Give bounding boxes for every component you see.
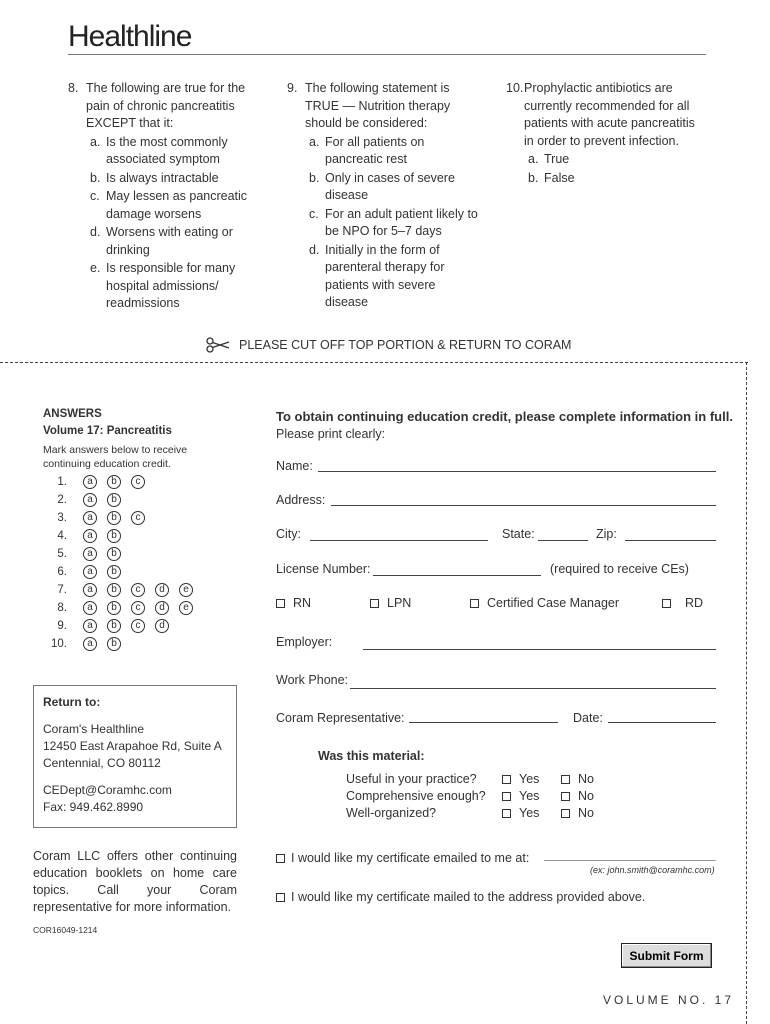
employer-label: Employer: [276, 635, 333, 649]
answer-bubble[interactable]: b [107, 601, 121, 615]
answer-row [43, 546, 131, 562]
survey-no-option[interactable] [561, 789, 594, 803]
cut-instruction: PLEASE CUT OFF TOP PORTION & RETURN TO CORAM [239, 338, 572, 352]
checkbox-icon[interactable] [470, 599, 479, 608]
answer-bubble[interactable]: a [83, 601, 97, 615]
answer-bubble[interactable]: a [83, 511, 97, 525]
question-option [90, 134, 248, 169]
work-phone-label: Work Phone: [276, 673, 349, 687]
answer-bubble[interactable]: e [179, 583, 193, 597]
checkbox-icon[interactable] [502, 809, 511, 818]
survey-question: Comprehensive enough? [346, 789, 486, 803]
survey-yes-label: Yes [519, 772, 540, 786]
answer-row [43, 636, 131, 652]
question-8 [68, 80, 248, 313]
survey-question: Useful in your practice? [346, 772, 477, 786]
city-label: City: [276, 527, 301, 541]
cut-line-vertical [746, 362, 747, 1024]
return-email: CEDept@Coramhc.com [43, 783, 172, 797]
license-field[interactable] [373, 575, 541, 576]
email-certificate-option[interactable]: I would like my certificate emailed to me at: [276, 851, 529, 865]
email-field[interactable] [544, 860, 716, 861]
survey-heading: Was this material: [318, 749, 425, 763]
checkbox-icon[interactable] [561, 809, 570, 818]
answer-bubble[interactable]: b [107, 637, 121, 651]
answer-bubble[interactable]: a [83, 493, 97, 507]
option-letter: c. [309, 206, 319, 221]
header-rule [68, 54, 706, 55]
option-text: Worsens with eating or drinking [106, 225, 233, 257]
question-option [90, 170, 248, 188]
credential-lpn[interactable]: LPN [370, 596, 411, 610]
question-option [90, 188, 248, 223]
option-text: Is always intractable [106, 170, 219, 185]
question-option [309, 134, 482, 169]
return-fax: Fax: 949.462.8990 [43, 800, 144, 814]
option-letter: a. [528, 152, 539, 166]
option-letter: d. [309, 242, 320, 257]
answer-row [43, 564, 131, 580]
question-option [309, 206, 482, 241]
question-option [528, 151, 701, 169]
answer-bubble[interactable]: c [131, 583, 145, 597]
return-address-box [33, 685, 237, 828]
answer-bubble[interactable]: c [131, 619, 145, 633]
answer-number: 2. [57, 494, 67, 506]
question-stem [68, 80, 248, 133]
survey-question: Well-organized? [346, 806, 437, 820]
question-text: Prophylactic antibiotics are currently recommended for all patients with acute pancreatitis in order to prevent infection. [524, 81, 695, 148]
option-letter: b. [528, 170, 539, 185]
question-9 [287, 80, 482, 312]
answer-bubble[interactable]: c [131, 601, 145, 615]
work-phone-field[interactable] [350, 688, 716, 689]
answer-bubble[interactable]: a [83, 583, 97, 597]
checkbox-icon[interactable] [561, 775, 570, 784]
address-field[interactable] [331, 505, 716, 506]
checkbox-icon[interactable] [276, 599, 285, 608]
question-option [90, 260, 248, 313]
answers-heading: ANSWERS [43, 408, 102, 420]
form-code: COR16049-1214 [33, 925, 98, 935]
answer-bubble[interactable]: a [83, 619, 97, 633]
zip-label: Zip: [596, 527, 617, 541]
zip-field[interactable] [625, 540, 716, 541]
question-10 [506, 80, 701, 187]
form-subheading: Please print clearly: [276, 427, 386, 441]
form-heading: To obtain continuing education credit, please complete information in full. [276, 409, 733, 424]
answers-instructions: Mark answers below to receive continuing education credit. [43, 444, 188, 470]
option-text: Initially in the form of parenteral therapy for patients with severe disease [325, 242, 445, 309]
answer-bubble[interactable]: d [155, 583, 169, 597]
brand-logo: Healthline [68, 20, 192, 53]
license-label: License Number: [276, 562, 371, 576]
answer-bubble[interactable]: a [83, 547, 97, 561]
answer-bubble[interactable]: c [131, 511, 145, 525]
option-text: For an adult patient likely to be NPO for 5–7 days [325, 206, 478, 238]
submit-button[interactable]: Submit Form [621, 943, 712, 968]
question-number: 10. [506, 81, 524, 95]
question-option [528, 170, 701, 188]
answer-bubble[interactable]: e [179, 601, 193, 615]
coram-rep-field[interactable] [409, 722, 558, 723]
question-text: The following are true for the pain of chronic pancreatitis EXCEPT that it: [86, 81, 246, 130]
question-option [309, 242, 482, 312]
cut-line [0, 362, 748, 363]
answer-number: 7. [57, 584, 67, 596]
answer-bubble[interactable]: b [107, 511, 121, 525]
question-stem [506, 80, 701, 150]
option-letter: b. [309, 170, 320, 185]
answer-bubble[interactable]: b [107, 619, 121, 633]
question-text: The following statement is TRUE — Nutrition therapy should be considered: [305, 81, 451, 130]
survey-yes-option[interactable] [502, 789, 539, 803]
return-name: Coram's Healthline [43, 722, 144, 736]
question-number: 9. [287, 81, 298, 95]
checkbox-icon[interactable] [662, 599, 671, 608]
question-option [309, 170, 482, 205]
survey-no-label: No [578, 806, 594, 820]
option-letter: c. [90, 189, 100, 203]
answer-row [43, 492, 131, 508]
answer-number: 8. [57, 602, 67, 614]
answer-number: 4. [57, 530, 67, 542]
answer-bubble[interactable]: a [83, 529, 97, 543]
checkbox-icon[interactable] [370, 599, 379, 608]
answer-bubble[interactable]: b [107, 493, 121, 507]
credential-rd[interactable]: RD [662, 596, 703, 610]
answer-row [43, 582, 203, 598]
answer-number: 3. [57, 512, 67, 524]
answer-bubble[interactable]: b [107, 529, 121, 543]
name-label: Name: [276, 459, 313, 473]
option-letter: d. [90, 225, 101, 239]
option-text: Only in cases of severe disease [325, 170, 455, 202]
option-text: Is responsible for many hospital admissions/ readmissions [106, 261, 236, 310]
survey-no-option[interactable] [561, 772, 594, 786]
survey-no-option[interactable] [561, 806, 594, 820]
answer-bubble[interactable]: b [107, 583, 121, 597]
cut-line-label [205, 337, 571, 353]
answer-bubble[interactable]: a [83, 565, 97, 579]
answer-number: 5. [57, 548, 67, 560]
return-city: Centennial, CO 80112 [43, 756, 161, 770]
checkbox-icon[interactable] [561, 792, 570, 801]
state-label: State: [502, 527, 535, 541]
answer-bubble[interactable]: d [155, 619, 169, 633]
checkbox-icon[interactable] [276, 893, 285, 902]
scissors-icon [205, 337, 231, 353]
survey-yes-label: Yes [519, 806, 540, 820]
option-text: For all patients on pancreatic rest [325, 134, 425, 166]
city-field[interactable] [310, 540, 488, 541]
answer-bubble[interactable]: b [107, 565, 121, 579]
answer-bubble[interactable]: b [107, 547, 121, 561]
answer-number: 6. [57, 566, 67, 578]
option-text: True [544, 152, 570, 166]
answer-bubble[interactable]: b [107, 475, 121, 489]
date-label: Date: [573, 711, 603, 725]
answer-row [43, 510, 155, 526]
return-heading: Return to: [43, 695, 101, 709]
volume-label: VOLUME NO. 17 [603, 993, 735, 1007]
email-example: (ex: john.smith@coramhc.com) [590, 865, 715, 875]
employer-field[interactable] [363, 649, 716, 650]
answer-number: 9. [57, 620, 67, 632]
answer-row [43, 618, 179, 634]
question-stem [287, 80, 482, 133]
answer-bubble[interactable]: d [155, 601, 169, 615]
option-letter: e. [90, 261, 101, 275]
credential-rn[interactable]: RN [276, 596, 311, 610]
answer-bubble[interactable]: a [83, 637, 97, 651]
answer-bubble[interactable]: c [131, 475, 145, 489]
address-label: Address: [276, 493, 326, 507]
survey-no-label: No [578, 772, 594, 786]
answer-row [43, 528, 131, 544]
answers-volume: Volume 17: Pancreatitis [43, 425, 172, 437]
answer-number: 10. [51, 638, 67, 650]
survey-no-label: No [578, 789, 594, 803]
state-field[interactable] [538, 540, 588, 541]
option-text: False [544, 170, 575, 185]
checkbox-icon[interactable] [502, 792, 511, 801]
answer-number: 1. [57, 476, 67, 488]
option-text: Is the most commonly associated symptom [106, 134, 228, 166]
survey-yes-option[interactable] [502, 806, 539, 820]
option-letter: a. [90, 134, 101, 149]
mail-certificate-option[interactable]: I would like my certificate mailed to the address provided above. [276, 890, 645, 904]
option-letter: a. [309, 134, 320, 149]
question-number: 8. [68, 81, 79, 95]
checkbox-icon[interactable] [502, 775, 511, 784]
return-street: 12450 East Arapahoe Rd, Suite A [43, 739, 222, 753]
other-booklets-text: Coram LLC offers other continuing education booklets on home care topics. Call your Coram representative for more information. [33, 849, 237, 914]
coram-rep-label: Coram Representative: [276, 711, 405, 725]
option-text: May lessen as pancreatic damage worsens [106, 189, 248, 221]
credential-ccm[interactable]: Certified Case Manager [470, 596, 619, 610]
survey-yes-label: Yes [519, 789, 540, 803]
name-field[interactable] [318, 471, 716, 472]
answer-row [43, 600, 203, 616]
date-field[interactable] [608, 722, 716, 723]
question-option [90, 224, 248, 259]
option-letter: b. [90, 170, 101, 185]
answer-bubble[interactable]: a [83, 475, 97, 489]
answer-row [43, 474, 155, 490]
license-note: (required to receive CEs) [550, 562, 689, 576]
checkbox-icon[interactable] [276, 854, 285, 863]
survey-yes-option[interactable] [502, 772, 539, 786]
